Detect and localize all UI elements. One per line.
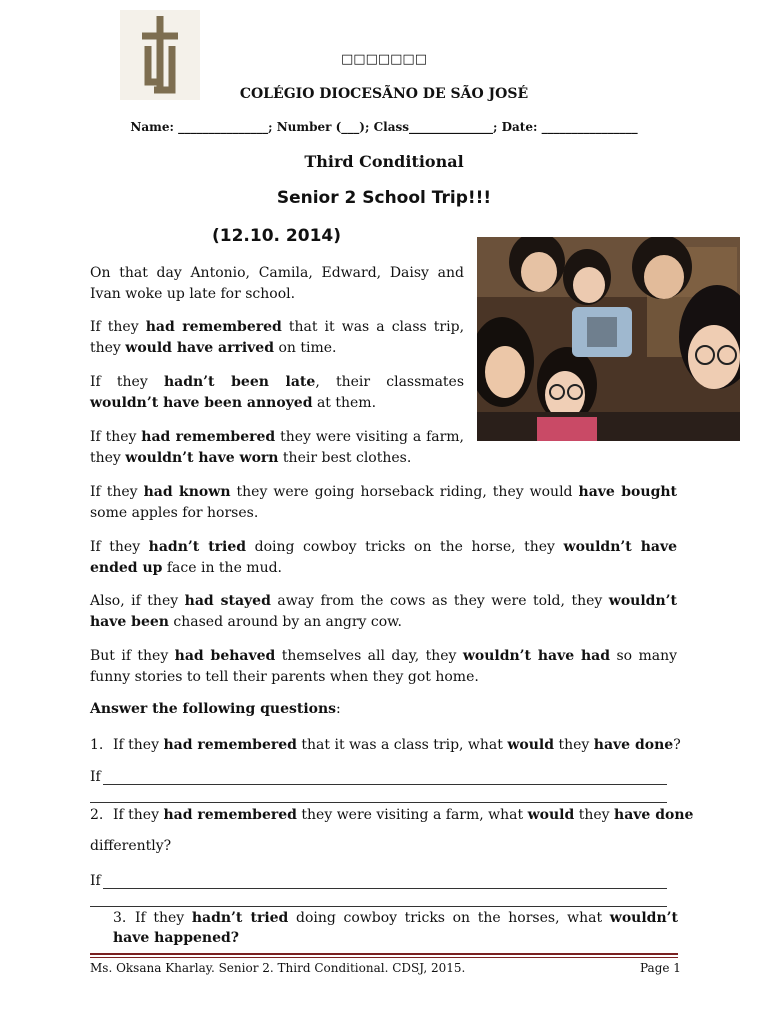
questions-heading: Answer the following questions: [90,701,341,717]
footer-rule-thin [90,957,678,958]
answer-line-2b[interactable] [90,906,667,907]
answer-line-1a[interactable] [103,784,667,785]
footer-author: Ms. Oksana Kharlay. Senior 2. Third Conditional. CDSJ, 2015. [90,961,466,975]
school-chinese-name: □□□□□□□ [341,52,427,67]
story-paragraph-1: On that day Antonio, Camila, Edward, Daisy and Ivan woke up late for school. [90,265,464,302]
story-paragraph-4: If they had remembered they were visiting a farm, they wouldn’t have worn their best clothes. [90,429,465,466]
student-info-fields: Name: _______________; Number (___); Class______________; Date: ________________ [130,120,638,134]
story-paragraph-5: If they had known they were going horseback riding, they would have bought some apples for horses. [90,484,677,521]
school-name: COLÉGIO DIOCESÃNO DE SÃO JOSÉ [239,86,529,102]
footer-rule [90,953,678,955]
worksheet-topic: Third Conditional [304,152,464,171]
question-1: 1. If they had remembered that it was a class trip, what would they have done? [90,737,681,753]
worksheet-title: Senior 2 School Trip!!! [276,188,492,208]
question-2: 2. If they had remembered they were visiting a farm, what would they have done [90,807,694,823]
answer-prefix-2: If [90,873,101,889]
answer-prefix-1: If [90,769,101,785]
question-2-continued: differently? [90,838,172,854]
answer-line-1b[interactable] [90,802,667,803]
class-trip-photo [477,237,740,441]
story-paragraph-7: Also, if they had stayed away from the cows as they were told, they wouldn’t have been chased around by an angry cow. [90,593,677,630]
story-paragraph-6: If they hadn’t tried doing cowboy tricks on the horse, they wouldn’t have ended up face in the mud. [90,539,678,576]
story-paragraph-8: But if they had behaved themselves all day, they wouldn’t have had so many funny stories to tell their parents when they got home. [90,648,678,685]
story-paragraph-3: If they hadn’t been late, their classmates wouldn’t have been annoyed at them. [90,374,465,411]
trip-date: (12.10. 2014) [212,226,342,246]
answer-line-2a[interactable] [103,888,667,889]
page-number: Page 1 [640,961,681,975]
question-3: 3. If they hadn’t tried doing cowboy tricks on the horses, what wouldn’t have happened? [113,910,678,946]
story-paragraph-2: If they had remembered that it was a class trip, they would have arrived on time. [90,319,465,356]
